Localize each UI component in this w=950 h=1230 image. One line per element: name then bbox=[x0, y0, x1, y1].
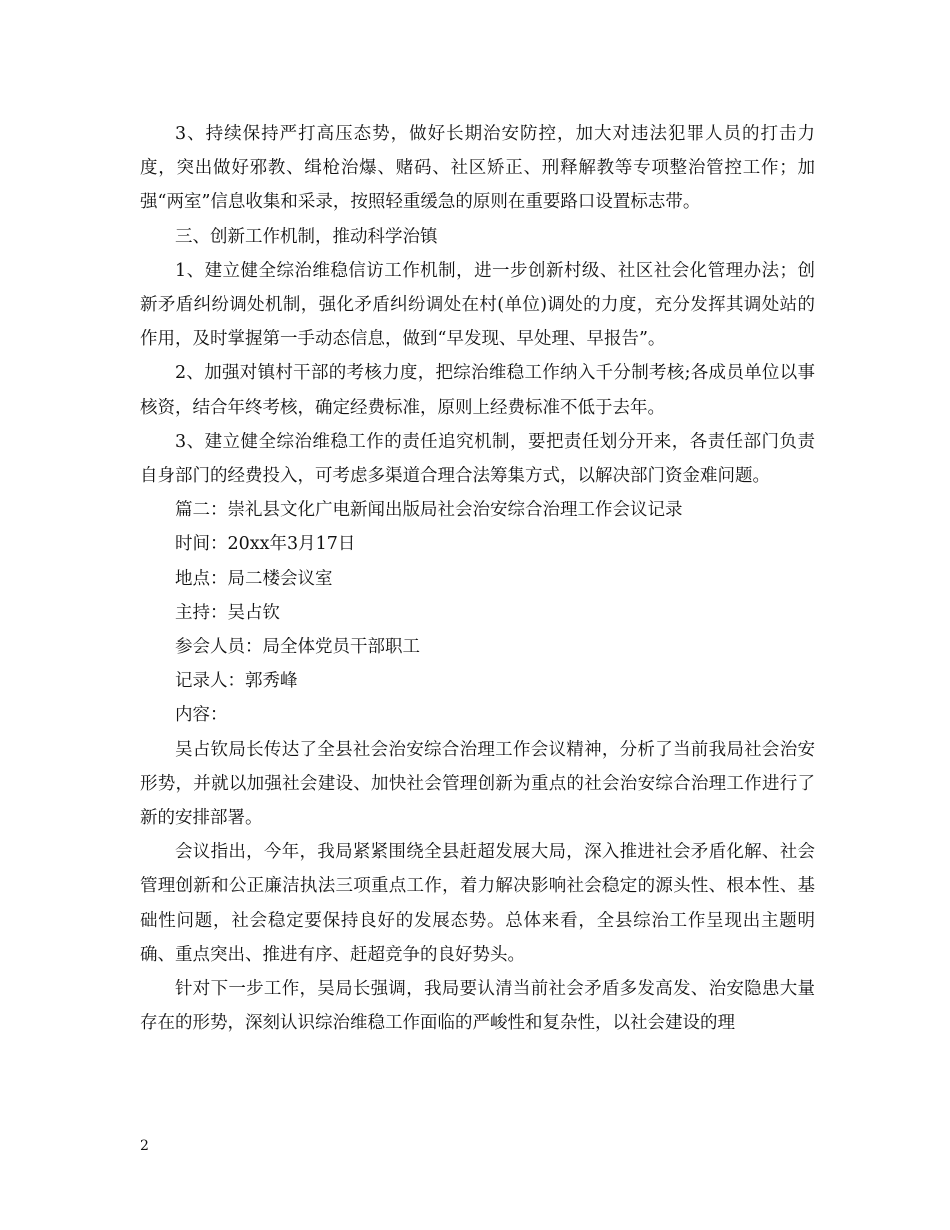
meeting-recorder: 记录人：郭秀峰 bbox=[175, 671, 298, 692]
page-number: 2 bbox=[140, 1138, 149, 1154]
paragraph: 吴占钦局长传达了全县社会治安综合治理工作会议精神，分析了当前我局社会治安形势，并就以加强社会建设、加快社会管理创新为重点的社会治安综合治理工作进行了新的安排部署。 bbox=[140, 739, 815, 829]
paragraph: 2、加强对镇村干部的考核力度，把综治维稳工作纳入千分制考核;各成员单位以事核资，结合年终考核，确定经费标准，原则上经费标准不低于去年。 bbox=[140, 363, 815, 418]
section-heading: 三、创新工作机制，推动科学治镇 bbox=[175, 226, 438, 247]
paragraph: 3、建立健全综治维稳工作的责任追究机制，要把责任划分开来，各责任部门负责自身部门的经费投入，可考虑多渠道合理合法筹集方式，以解决部门资金难问题。 bbox=[140, 431, 815, 487]
paragraph: 针对下一步工作，吴局长强调，我局要认清当前社会矛盾多发高发、治安隐患大量存在的形势，深刻认识综治维稳工作面临的严峻性和复杂性，以社会建设的理 bbox=[140, 979, 815, 1034]
meeting-attendees: 参会人员：局全体党员干部职工 bbox=[175, 637, 420, 658]
content-label: 内容： bbox=[175, 705, 228, 726]
meeting-time: 时间：20xx年3月17日 bbox=[175, 534, 356, 555]
meeting-host: 主持：吴占钦 bbox=[175, 602, 280, 623]
document-body bbox=[140, 117, 815, 1040]
meeting-location: 地点：局二楼会议室 bbox=[175, 568, 333, 589]
paragraph: 3、持续保持严打高压态势，做好长期治安防控，加大对违法犯罪人员的打击力度，突出做好邪教、缉枪治爆、赌码、社区矫正、刑释解教等专项整治管控工作；加强“两室”信息收集和采录，按照轻重缓急的原则在重要路口设置标志带。 bbox=[140, 124, 815, 213]
article-title: 篇二：崇礼县文化广电新闻出版局社会治安综合治理工作会议记录 bbox=[175, 500, 683, 521]
paragraph: 1、建立健全综治维稳信访工作机制，进一步创新村级、社区社会化管理办法；创新矛盾纠纷调处机制，强化矛盾纠纷调处在村(单位)调处的力度，充分发挥其调处站的作用，及时掌握第一手动态信息，做到“早发现、早处理、早报告”。 bbox=[140, 260, 815, 350]
paragraph: 会议指出，今年，我局紧紧围绕全县赶超发展大局，深入推进社会矛盾化解、社会管理创新和公正廉洁执法三项重点工作，着力解决影响社会稳定的源头性、根本性、基础性问题，社会稳定要保持良好的发展态势。总体来看，全县综治工作呈现出主题明确、重点突出、推进有序、赶超竞争的良好势头。 bbox=[140, 842, 815, 965]
